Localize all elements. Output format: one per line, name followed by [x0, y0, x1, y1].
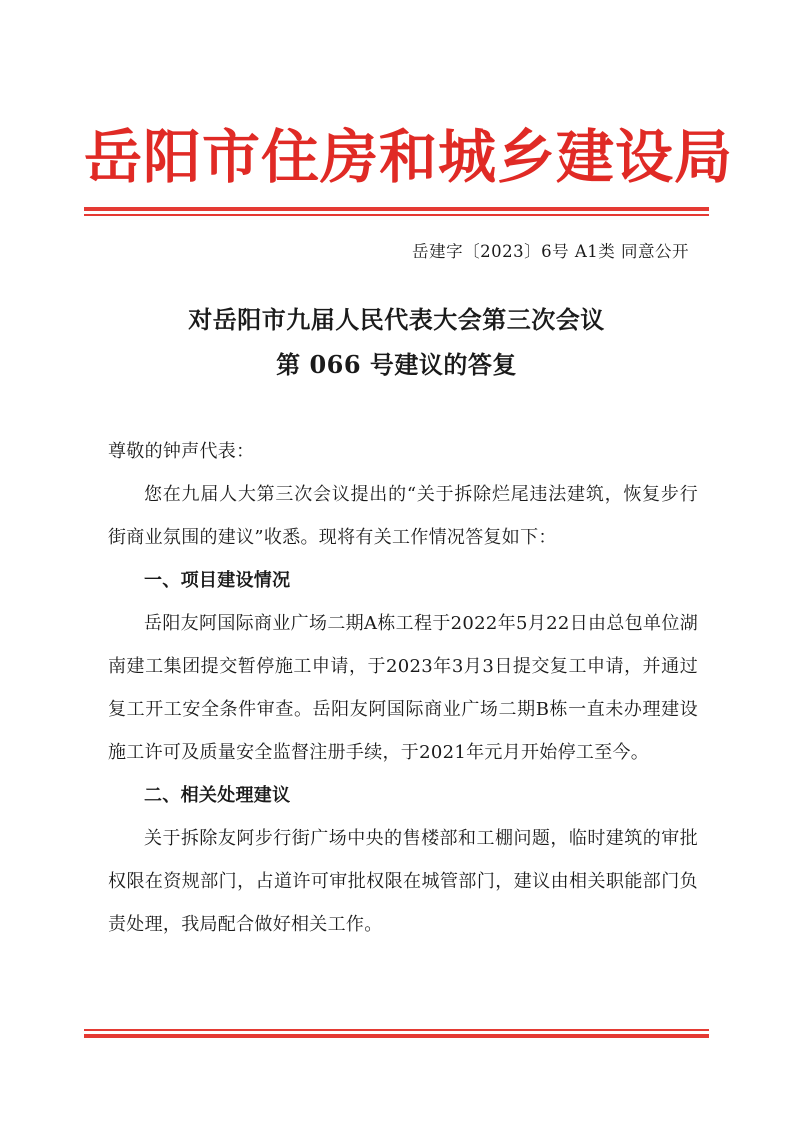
section-1-heading: 一、项目建设情况	[144, 570, 291, 591]
section-2-paragraph: 关于拆除友阿步行街广场中央的售楼部和工棚问题，临时建筑的审批权限在资规部门，占道许可审批权限在城管部门，建议由相关职能部门负责处理，我局配合做好相关工作。	[108, 828, 698, 935]
letterhead-rule-thin	[84, 214, 709, 216]
letterhead-rule-thick	[84, 207, 709, 211]
salutation: 尊敬的钟声代表：	[108, 441, 255, 462]
footer-rule-thin	[84, 1029, 709, 1031]
document-title-line-1: 对岳阳市九届人民代表大会第三次会议	[188, 305, 605, 334]
document-body	[108, 430, 698, 946]
footer-rule-thick	[84, 1034, 709, 1038]
section-1-paragraph: 岳阳友阿国际商业广场二期A栋工程于2022年5月22日由总包单位湖南建工集团提交暂停施工申请，于2023年3月3日提交复工申请，并通过复工开工安全条件审查。岳阳友阿国际商业广场二期B栋一直未办理建设施工许可及质量安全监督注册手续，于2021年元月开始停工至今。	[108, 613, 698, 763]
section-2-heading: 二、相关处理建议	[144, 785, 291, 806]
document-number: 岳建字〔2023〕6号 A1类 同意公开	[412, 242, 689, 261]
intro-paragraph: 您在九届人大第三次会议提出的“关于拆除烂尾违法建筑，恢复步行街商业氛围的建议”收悉。现将有关工作情况答复如下：	[108, 484, 698, 548]
letterhead-title: 岳阳市住房和城乡建设局	[84, 123, 734, 191]
document-title-line-2: 第 066 号建议的答复	[276, 350, 517, 379]
